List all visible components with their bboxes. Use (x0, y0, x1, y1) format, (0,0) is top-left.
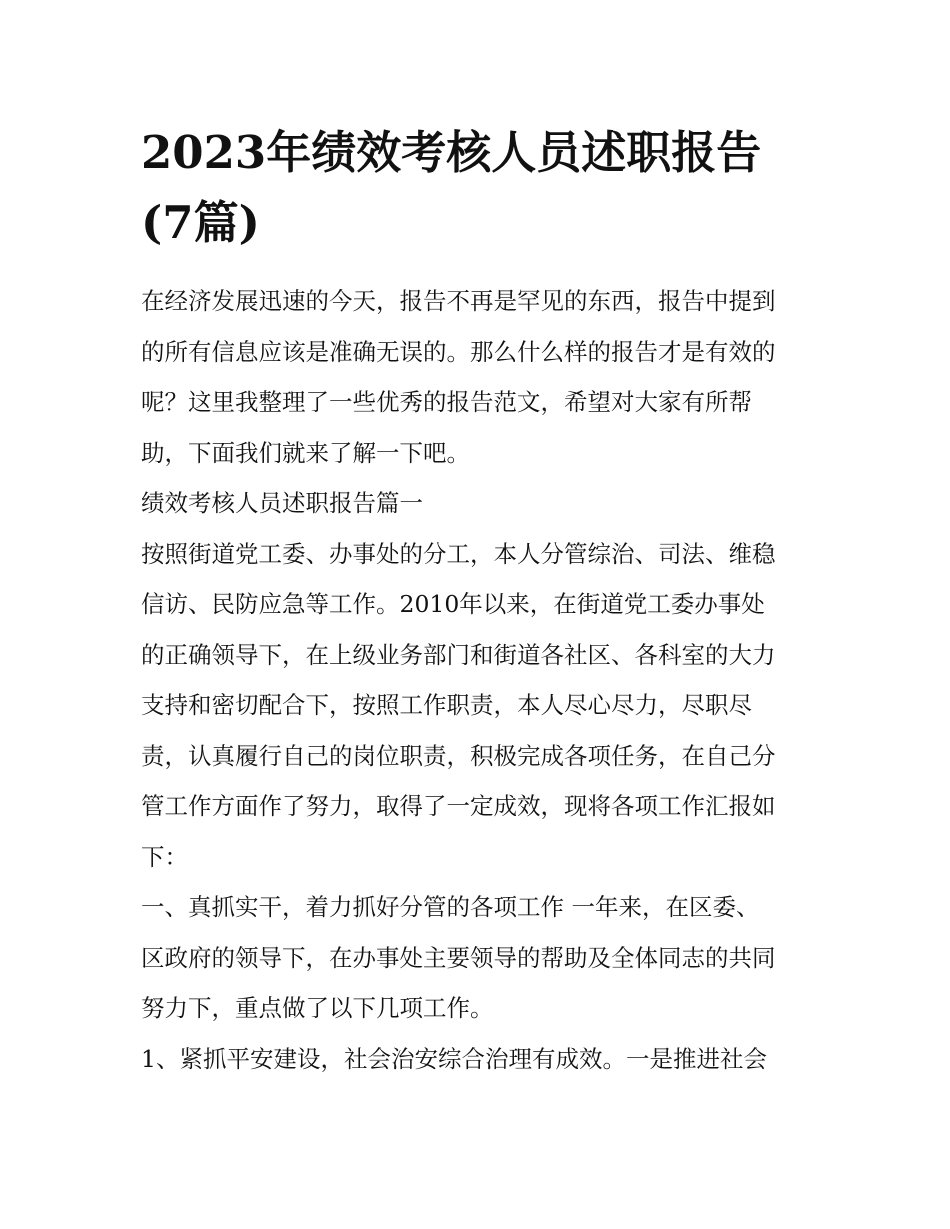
intro-paragraph (141, 276, 813, 478)
document-title (141, 118, 813, 258)
text-line: 呢？这里我整理了一些优秀的报告范文，希望对大家有所帮 (141, 388, 752, 416)
text-line: 按照街道党工委、办事处的分工，本人分管综治、司法、维稳 (141, 539, 776, 568)
text-line: 1、紧抓平安建设，社会治安综合治理有成效。一是推进社会 (141, 1044, 767, 1073)
text-line: 努力下，重点做了以下几项工作。 (141, 994, 494, 1022)
title-line-1: 2023年绩效考核人员述职报告 (141, 126, 762, 179)
body-paragraph-2 (141, 882, 813, 1034)
text-line: 在经济发展迅速的今天，报告不再是罕见的东西，报告中提到 (141, 287, 776, 315)
document-body (141, 276, 813, 1084)
text-line: 管工作方面作了努力，取得了一定成效，现将各项工作汇报如 (141, 792, 776, 820)
text-line: 绩效考核人员述职报告篇一 (141, 489, 423, 517)
text-line: 助，下面我们就来了解一下吧。 (141, 438, 470, 467)
text-line: 下： (141, 842, 188, 871)
text-line: 信访、民防应急等工作。2010年以来，在街道党工委办事处 (141, 590, 765, 618)
text-line: 一、真抓实干，着力抓好分管的各项工作 一年来，在区委、 (141, 893, 760, 921)
text-line: 的正确领导下，在上级业务部门和街道各社区、各科室的大力 (141, 640, 776, 669)
body-paragraph-3 (141, 1034, 813, 1085)
text-line: 区政府的领导下，在办事处主要领导的帮助及全体同志的共同 (141, 943, 776, 972)
body-paragraph-1 (141, 529, 813, 883)
title-line-2: (7篇) (141, 196, 260, 249)
text-line: 的所有信息应该是准确无误的。那么什么样的报告才是有效的 (141, 337, 776, 366)
text-line: 责，认真履行自己的岗位职责，积极完成各项任务，在自己分 (141, 741, 776, 770)
text-line: 支持和密切配合下，按照工作职责，本人尽心尽力，尽职尽 (141, 691, 752, 719)
section-heading (141, 478, 813, 529)
